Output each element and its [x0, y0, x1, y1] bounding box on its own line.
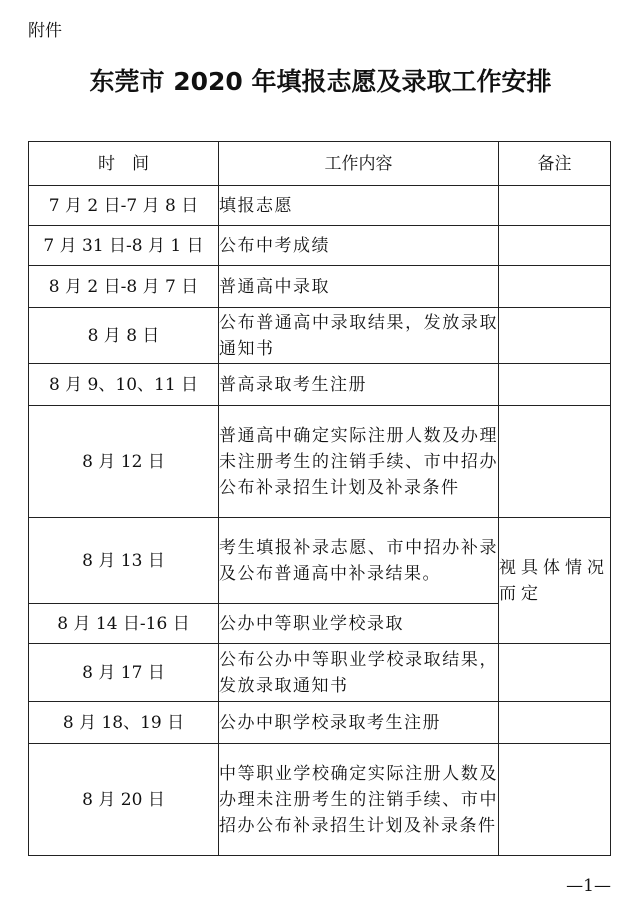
- note-cell: [499, 644, 611, 702]
- time-cell: 8 月 18、19 日: [29, 702, 219, 744]
- table-row: [29, 644, 611, 702]
- time-cell: 8 月 12 日: [29, 406, 219, 518]
- content-cell: 普通高中录取: [219, 266, 499, 308]
- time-cell: 8 月 20 日: [29, 744, 219, 856]
- table-row: [29, 406, 611, 518]
- table-row: [29, 266, 611, 308]
- table-row: [29, 364, 611, 406]
- note-cell: [499, 406, 611, 518]
- content-cell: 普通高中确定实际注册人数及办理未注册考生的注销手续、市中招办公布补录招生计划及补录条件: [219, 406, 499, 518]
- page-number: —1—: [566, 876, 611, 896]
- time-cell: 8 月 13 日: [29, 518, 219, 604]
- content-cell: 公布中考成绩: [219, 226, 499, 266]
- table-row: [29, 744, 611, 856]
- content-cell: 公办中职学校录取考生注册: [219, 702, 499, 744]
- note-cell: [499, 702, 611, 744]
- time-cell: 8 月 2 日-8 月 7 日: [29, 266, 219, 308]
- table-row: [29, 186, 611, 226]
- content-cell: 普高录取考生注册: [219, 364, 499, 406]
- content-cell: 考生填报补录志愿、市中招办补录及公布普通高中补录结果。: [219, 518, 499, 604]
- content-cell: 填报志愿: [219, 186, 499, 226]
- time-cell: 8 月 14 日-16 日: [29, 604, 219, 644]
- note-cell: [499, 186, 611, 226]
- table-row: [29, 308, 611, 364]
- time-cell: 8 月 8 日: [29, 308, 219, 364]
- note-cell: [499, 308, 611, 364]
- content-cell: 中等职业学校确定实际注册人数及办理未注册考生的注销手续、市中招办公布补录招生计划及补录条件: [219, 744, 499, 856]
- time-cell: 8 月 9、10、11 日: [29, 364, 219, 406]
- table-row: [29, 226, 611, 266]
- content-cell: 公布普通高中录取结果，发放录取通知书: [219, 308, 499, 364]
- attachment-label: 附件: [28, 21, 62, 41]
- time-cell: 7 月 2 日-7 月 8 日: [29, 186, 219, 226]
- header-time: 时 间: [29, 142, 219, 186]
- note-cell: [499, 266, 611, 308]
- table-row: [29, 518, 611, 604]
- note-cell: [499, 364, 611, 406]
- document-title: 东莞市 2020 年填报志愿及录取工作安排: [89, 67, 552, 96]
- table-header-row: [29, 142, 611, 186]
- note-cell: 视具体情况而定: [499, 518, 611, 644]
- note-cell: [499, 744, 611, 856]
- time-cell: 7 月 31 日-8 月 1 日: [29, 226, 219, 266]
- header-note: 备注: [499, 142, 611, 186]
- content-cell: 公布公办中等职业学校录取结果，发放录取通知书: [219, 644, 499, 702]
- table-row: [29, 702, 611, 744]
- note-cell: [499, 226, 611, 266]
- time-cell: 8 月 17 日: [29, 644, 219, 702]
- header-content: 工作内容: [219, 142, 499, 186]
- content-cell: 公办中等职业学校录取: [219, 604, 499, 644]
- schedule-table: [28, 141, 611, 856]
